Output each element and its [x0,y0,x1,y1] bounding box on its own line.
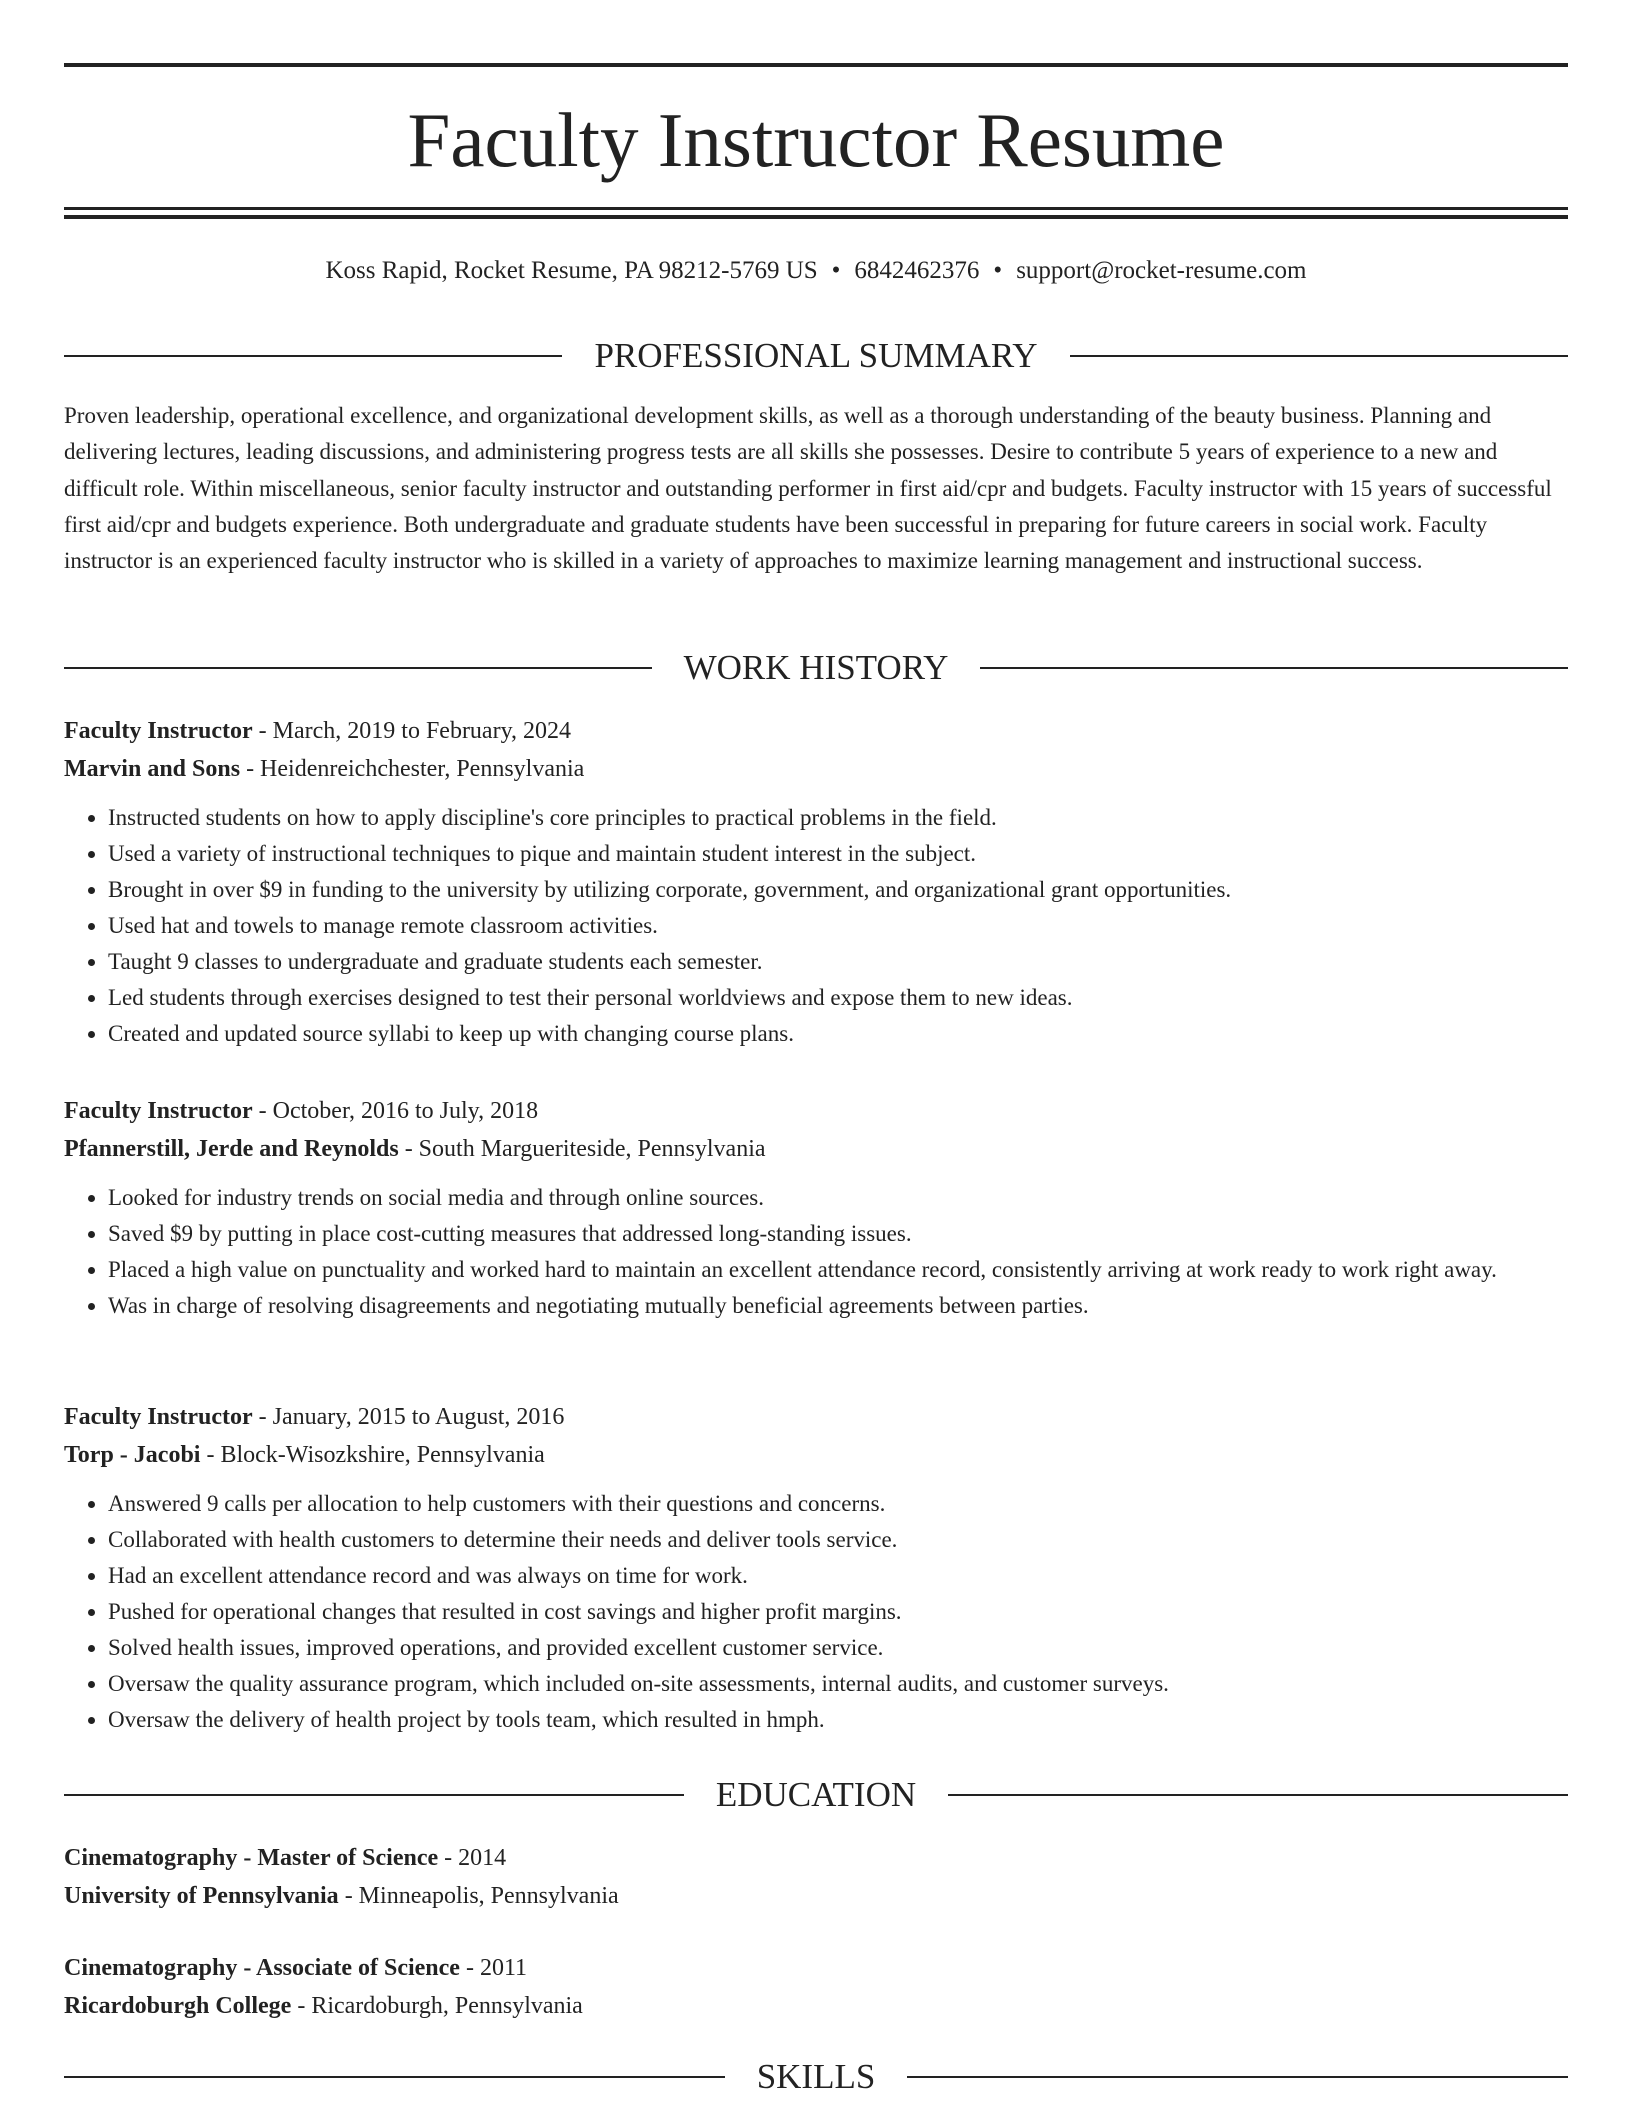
list-item: • Solved health issues, improved operations, and provided excellent customer service. [108,1630,1568,1666]
list-item: • Created and updated source syllabi to keep up with changing course plans. [108,1016,1568,1052]
education-school: University of Pennsylvania [64,1883,339,1909]
contact-line [64,254,1568,288]
job-company: Torp - Jacobi [64,1442,201,1468]
job-entry [64,712,1568,1052]
education-entry [64,1949,1568,2025]
education-school-line [64,1877,1568,1915]
heading-rule [64,1794,684,1796]
job-location: - Heidenreichchester, Pennsylvania [240,756,585,782]
list-item: • Saved $9 by putting in place cost-cutting measures that addressed long-standing issues. [108,1216,1568,1252]
job-location: - South Margueriteside, Pennsylvania [398,1136,766,1162]
list-item: • Led students through exercises designed to test their personal worldviews and expose them to new ideas. [108,980,1568,1016]
list-item: • Instructed students on how to apply discipline's core principles to practical problems in the field. [108,800,1568,836]
job-title-line [64,1398,1568,1436]
heading-rule [64,2076,725,2078]
section-heading-education [64,1773,1568,1817]
education-entry [64,1839,1568,1915]
heading-rule [64,355,562,357]
job-title-line [64,712,1568,750]
list-item: • Used a variety of instructional techniques to pique and maintain student interest in the subject. [108,836,1568,872]
contact-address: Koss Rapid, Rocket Resume, PA 98212-5769 US [325,257,818,284]
education-location: - Minneapolis, Pennsylvania [338,1883,619,1909]
list-item: • Had an excellent attendance record and was always on time for work. [108,1558,1568,1594]
list-item: • Pushed for operational changes that resulted in cost savings and higher profit margins. [108,1594,1568,1630]
list-item: • Collaborated with health customers to determine their needs and deliver tools service. [108,1522,1568,1558]
section-title: EDUCATION [715,1775,917,1814]
job-entry [64,1398,1568,1738]
job-company-line [64,750,1568,788]
section-heading-summary [64,334,1568,378]
list-item: • Oversaw the delivery of health project by tools team, which resulted in hmph. [108,1702,1568,1738]
contact-separator: • [993,257,1003,284]
top-rule [64,63,1568,67]
education-year: - 2011 [459,1955,528,1981]
education-location: - Ricardoburgh, Pennsylvania [291,1993,583,2019]
job-company-line [64,1130,1568,1168]
heading-rule [907,2076,1568,2078]
job-title-line [64,1092,1568,1130]
list-item: • Taught 9 classes to undergraduate and graduate students each semester. [108,944,1568,980]
contact-email: support@rocket-resume.com [1016,257,1307,284]
section-title: PROFESSIONAL SUMMARY [594,336,1038,375]
title-rule-upper [64,207,1568,210]
job-company: Marvin and Sons [64,756,241,782]
list-item: • Was in charge of resolving disagreements and negotiating mutually beneficial agreements between parties. [108,1288,1568,1324]
heading-rule [64,667,652,669]
education-year: - 2014 [438,1845,507,1871]
list-item: • Answered 9 calls per allocation to help customers with their questions and concerns. [108,1486,1568,1522]
job-bullets [64,800,1568,1052]
education-degree: Cinematography - Associate of Science [64,1955,460,1981]
list-item: • Brought in over $9 in funding to the university by utilizing corporate, government, and organizational grant opportunities. [108,872,1568,908]
contact-separator: • [831,257,841,284]
section-heading-work [64,646,1568,690]
list-item: • Placed a high value on punctuality and worked hard to maintain an excellent attendance record, consistently arriving at work ready to work right away. [108,1252,1568,1288]
page-title: Faculty Instructor Resume [407,97,1225,183]
job-title: Faculty Instructor [64,718,253,744]
heading-rule [948,1794,1568,1796]
job-dates: - October, 2016 to July, 2018 [252,1098,539,1124]
job-dates: - March, 2019 to February, 2024 [252,718,572,744]
job-entry [64,1092,1568,1324]
heading-rule [980,667,1568,669]
education-degree-line [64,1949,1568,1987]
contact-phone: 6842462376 [854,257,980,284]
job-title: Faculty Instructor [64,1404,253,1430]
title-rule-lower [64,215,1568,219]
section-heading-skills [64,2055,1568,2099]
heading-rule [1070,355,1568,357]
job-dates: - January, 2015 to August, 2016 [252,1404,565,1430]
list-item: • Used hat and towels to manage remote classroom activities. [108,908,1568,944]
list-item: • Oversaw the quality assurance program, which included on-site assessments, internal audits, and customer surveys. [108,1666,1568,1702]
education-degree: Cinematography - Master of Science [64,1845,439,1871]
section-title: SKILLS [756,2057,876,2096]
job-title: Faculty Instructor [64,1098,253,1124]
education-degree-line [64,1839,1568,1877]
education-school-line [64,1987,1568,2025]
summary-paragraph: Proven leadership, operational excellence, and organizational development skills, as well as a thorough understanding of the beauty business. Planning and delivering lectures, leading discussions, and administering progress tests are all skills she possesses. Desire to contribute 5 years of experience to a new and difficult role. Within miscellaneous, senior faculty instructor and outstanding performer in first aid/cpr and budgets. Faculty instructor with 15 years of successful first aid/cpr and budgets experience. Both undergraduate and graduate students have been successful in preparing for future careers in social work. Faculty instructor is an experienced faculty instructor who is skilled in a variety of approaches to maximize learning management and instructional success. [64,403,1552,574]
education-school: Ricardoburgh College [64,1993,292,2019]
job-company: Pfannerstill, Jerde and Reynolds [64,1136,399,1162]
section-title: WORK HISTORY [683,648,949,687]
job-bullets [64,1180,1568,1324]
job-company-line [64,1436,1568,1474]
job-location: - Block-Wisozkshire, Pennsylvania [200,1442,545,1468]
list-item: • Looked for industry trends on social media and through online sources. [108,1180,1568,1216]
job-bullets [64,1486,1568,1738]
